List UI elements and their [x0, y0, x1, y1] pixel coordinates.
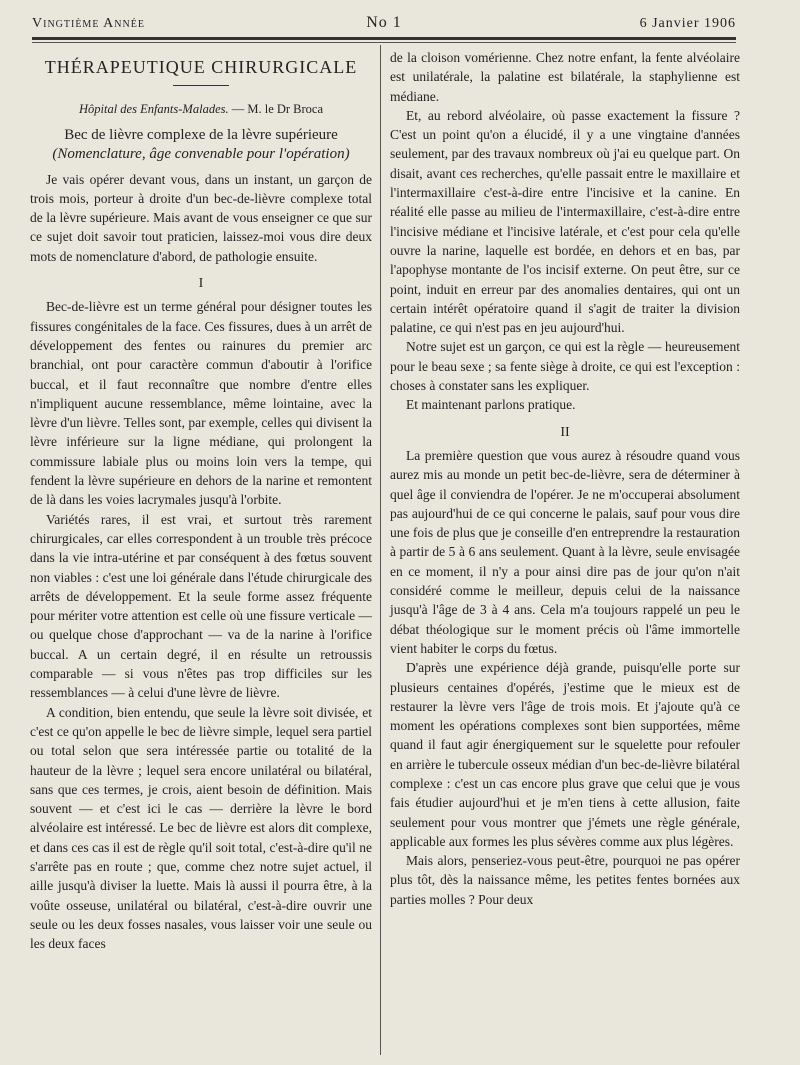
byline-author: — M. le Dr Broca [228, 102, 324, 117]
header-rule-thin [32, 42, 736, 43]
right-column [390, 48, 740, 909]
title-rule [173, 85, 229, 86]
issue-date: 6 Janvier 1906 [639, 16, 736, 31]
paragraph: Et, au rebord alvéolaire, où passe exactement la fissure ? C'est un point qu'on a élucidé, il y a une vingtaine d'années seulement, par des travaux nombreux où j'ai eu quelque part. On disait, avant ces recherches, qu'elle passait entre le maxillaire et l'intermaxillaire c'est-à-dire entre l'incisive et la canine. En réalité elle passe au milieu de l'intermaxillaire, c'est-à-dire entre l'incisive médiane et l'incisive latérale, et c'est pour cela qu'elle ouvre la narine, laquelle est bordée, en dehors et en bas, par l'apophyse montante de l'os incisif externe. On peut être, sur ce point, induit en erreur par des anomalies dentaires, qui ont un certain intérêt opératoire quand il s'agit de traiter la division palatine, ce qui n'est pas en jeu aujourd'hui. [390, 107, 740, 336]
paragraph: Je vais opérer devant vous, dans un instant, un garçon de trois mois, porteur à droite d'un bec-de-lièvre complexe total de la lèvre supérieure. Mais avant de vous enseigner ce que sur ce sujet doit savoir tout praticien, laissez-moi vous dire deux mots de nomenclature d'abord, de pathologie ensuite. [30, 171, 372, 264]
paragraph: Et maintenant parlons pratique. [406, 397, 576, 413]
section-heading-1: I [198, 276, 204, 292]
paragraph: A condition, bien entendu, que seule la lèvre soit divisée, et c'est ce qu'on appelle le bec de lièvre simple, lequel sera partiel ou total selon que sera intéressée partie ou totalité de la hauteur de la lèvre ; lequel sera encore unilatéral ou bilatéral, sans que ces termes, je crois, aient besoin de définition. Mais souvent — et c'est ici le cas — derrière la lèvre le bord alvéolaire est intéressé. Le bec de lièvre est alors dit complexe, et dans ces cas il est de règle qu'il soit total, c'est-à-dire qu'il ne s'arrête pas en route ; que, comme chez notre sujet actuel, il aille jusqu'à diviser la luette. Mais là aussi il pourra être, à la voûte osseuse, unilatéral ou bilatéral, c'est-à-dire ouvrir une seule ou les deux fosses nasales, vous laisser voir une seule ou les deux faces [30, 704, 372, 952]
article-subtitle-italic: (Nomenclature, âge convenable pour l'opération) [52, 145, 350, 162]
left-column [30, 48, 372, 953]
byline-hospital: Hôpital des Enfants-Malades. [78, 102, 229, 117]
paragraph: D'après une expérience déjà grande, puisqu'elle porte sur plusieurs centaines d'opérés, j'estime que le mieux est de restaurer la lèvre vers l'âge de trois mois. Et j'ajoute qu'à ce moment les opérations complexes sont bien supportées, même quand il faut agir énergiquement sur le squelette pour refouler en arrière le tubercule osseux médian d'un bec-de-lièvre bilatéral complexe : c'est un cas encore plus grave que celui que je vous fais étudier aujourd'hui et je m'en tiens à cette allusion, faite seulement pour vous montrer que j'émets une règle générale, applicable aux formes les plus sévères comme aux plus légères. [390, 660, 740, 849]
byline [30, 100, 372, 119]
paragraph: de la cloison vomérienne. Chez notre enfant, la fente alvéolaire est unilatérale, la palatine est bilatérale, la staphylienne est médiane. [390, 50, 740, 104]
paragraph: Mais alors, penseriez-vous peut-être, pourquoi ne pas opérer plus tôt, dès la naissance même, les petites fentes bornées aux parties molles ? Pour deux [390, 853, 740, 907]
column-divider [380, 45, 381, 1055]
article-subtitle: Bec de lièvre complexe de la lèvre supérieure [64, 126, 338, 143]
paragraph: Variétés rares, il est vrai, et surtout très rarement chirurgicales, car elles correspondent à un trouble très précoce dans la vie intra-utérine et par conséquent à des fœtus souvent non viables : c'est une loi générale dans l'étude chirurgicale des arrêts de développement. Et la seule forme assez fréquente pour mériter votre attention est celle où une fissure verticale — ou quelque chose d'approchant — va de la narine à l'orifice buccal. A un certain degré, il en résulte un retroussis comparable — si vous n'êtes pas trop difficiles sur les ressemblances — à celui d'une lèvre de lièvre. [30, 511, 372, 701]
paragraph: Notre sujet est un garçon, ce qui est la règle — heureusement pour le beau sexe ; sa fente siège à droite, ce qui est l'exception : choses à constater sans les expliquer. [390, 339, 740, 394]
header-rule-thick [32, 37, 736, 40]
paragraph: Bec-de-lièvre est un terme général pour désigner toutes les fissures congénitales de la face. Ces fissures, dues à un arrêt de développement des fentes ou rainures du premier arc branchial, ont pour caractère commun d'aboutir à l'orifice buccal, et il faut reconnaître que nombre d'entre elles n'impliquent aucune ressemblance, même lointaine, avec la lèvre d'un lièvre. Telles sont, par exemple, celles qui divisent la lèvre inférieure sur la ligne médiane, qui prolongent la commissure labiale plus ou moins loin vers la tempe, qui fendent la lèvre supérieure en dehors de la narine et remontent de là dans les voies lacrymales jusqu'à l'orbite. [30, 299, 373, 508]
volume-label: Vingtième Année [32, 16, 145, 31]
paragraph: La première question que vous aurez à résoudre quand vous aurez mis au monde un petit bec-de-lièvre, sera de déterminer à quel âge il conviendra de l'opérer. Je ne m'occuperai absolument pas aujourd'hui de ce qui concerne le palais, sauf pour vous dire une fois de plus que je conseille d'en entreprendre la restauration à partir de 5 à 6 ans seulement. Quant à la lèvre, seule envisagée en ce moment, il n'y a pour ainsi dire pas de jour qu'on n'ait considéré comme le meilleur, depuis celui de la naissance jusqu'à l'âge de 3 à 4 ans. Cela m'a toujours rappelé un peu le débat théologique sur le moment précis où l'âme immortelle vient habiter le corps du fœtus. [390, 447, 740, 656]
section-heading-2: II [560, 424, 570, 440]
article-title: THÉRAPEUTIQUE CHIRURGICALE [44, 57, 358, 77]
issue-number: No 1 [366, 14, 402, 31]
page-header [32, 14, 736, 36]
